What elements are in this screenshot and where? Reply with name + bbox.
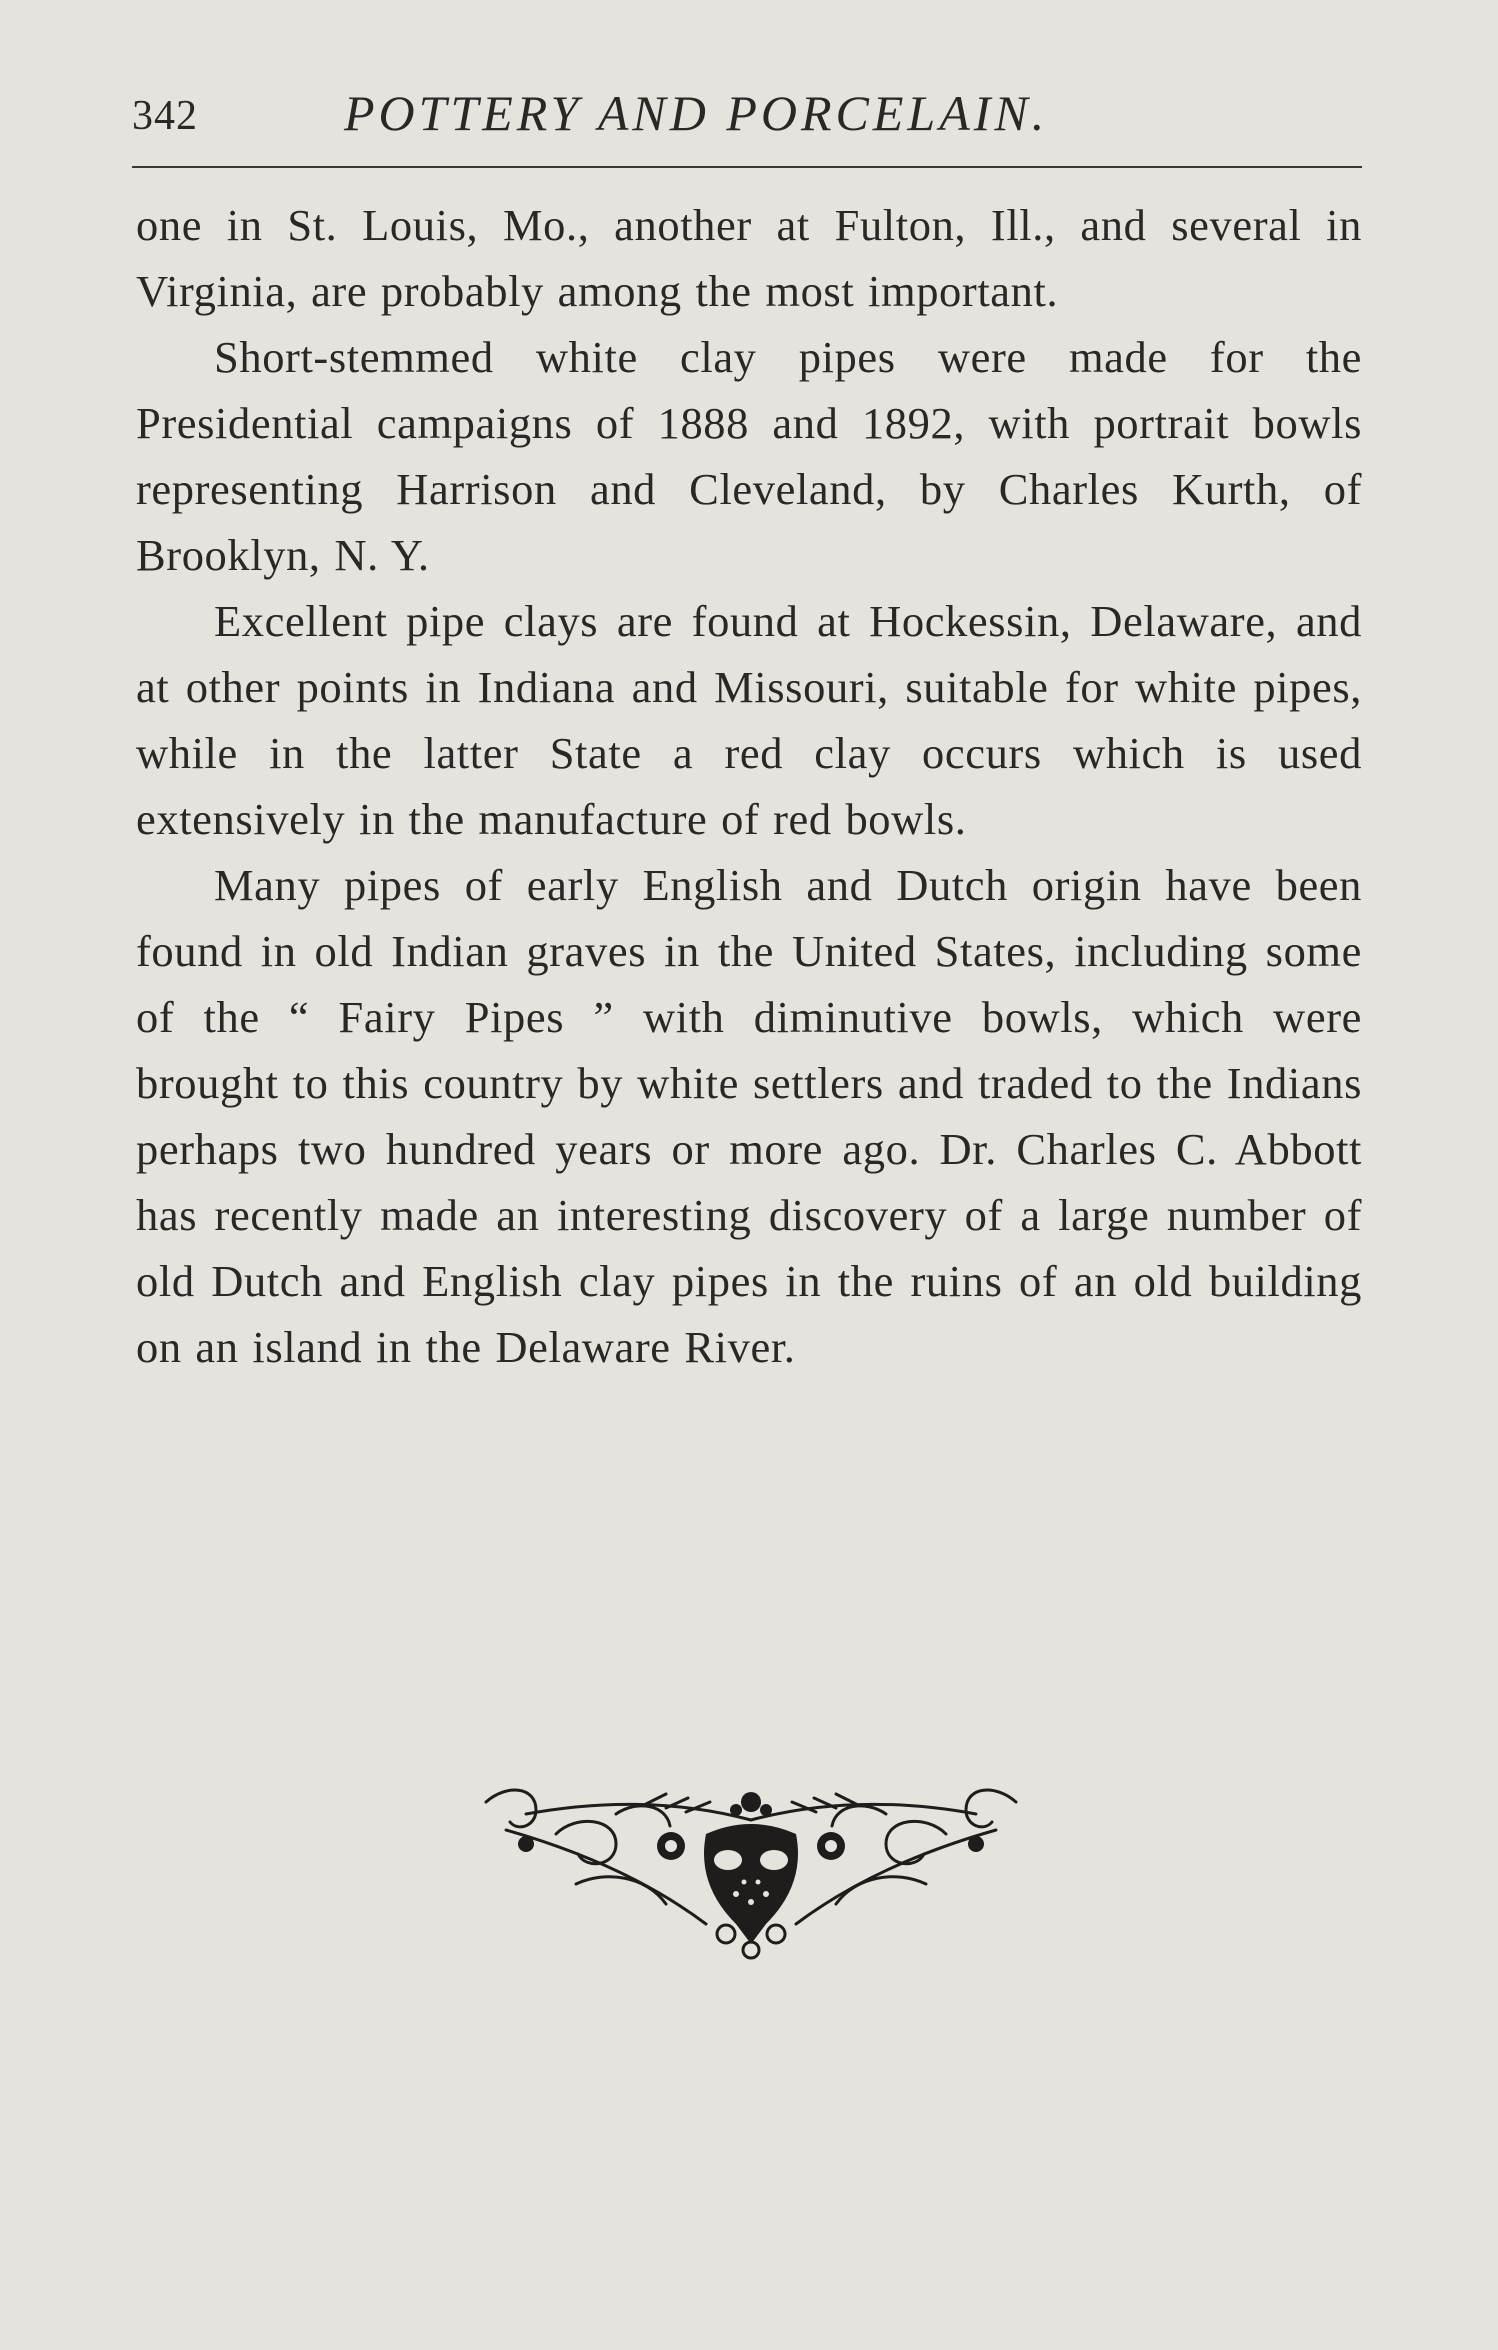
header-rule (132, 166, 1362, 168)
running-title: POTTERY AND PORCELAIN. (344, 85, 1049, 141)
paragraph: one in St. Louis, Mo., another at Fulton, Ill., and several in Virginia, are probably among the most important. (136, 200, 1362, 316)
decorative-tailpiece-icon (466, 1774, 1036, 1960)
paragraph: Excellent pipe clays are found at Hockessin, Delaware, and at other points in Indiana and Missouri, suitable for white pipes, while in the latter State a red clay occurs which is used extensively in the manufacture of red bowls. (136, 596, 1362, 844)
running-header (132, 84, 1362, 154)
body-text (136, 192, 1362, 1380)
paragraph: Many pipes of early English and Dutch origin have been found in old Indian graves in the United States, including some of the “ Fairy Pipes ” with diminutive bowls, which were brought to this country by white settlers and traded to the Indians perhaps two hundred years or more ago. Dr. Charles C. Abbott has recently made an interesting discovery of a large number of old Dutch and English clay pipes in the ruins of an old building on an island in the Delaware River. (136, 860, 1362, 1372)
paragraph: Short-stemmed white clay pipes were made for the Presidential campaigns of 1888 and 1892, with portrait bowls representing Harrison and Cleveland, by Charles Kurth, of Brooklyn, N. Y. (136, 332, 1362, 580)
page-number: 342 (132, 93, 198, 139)
